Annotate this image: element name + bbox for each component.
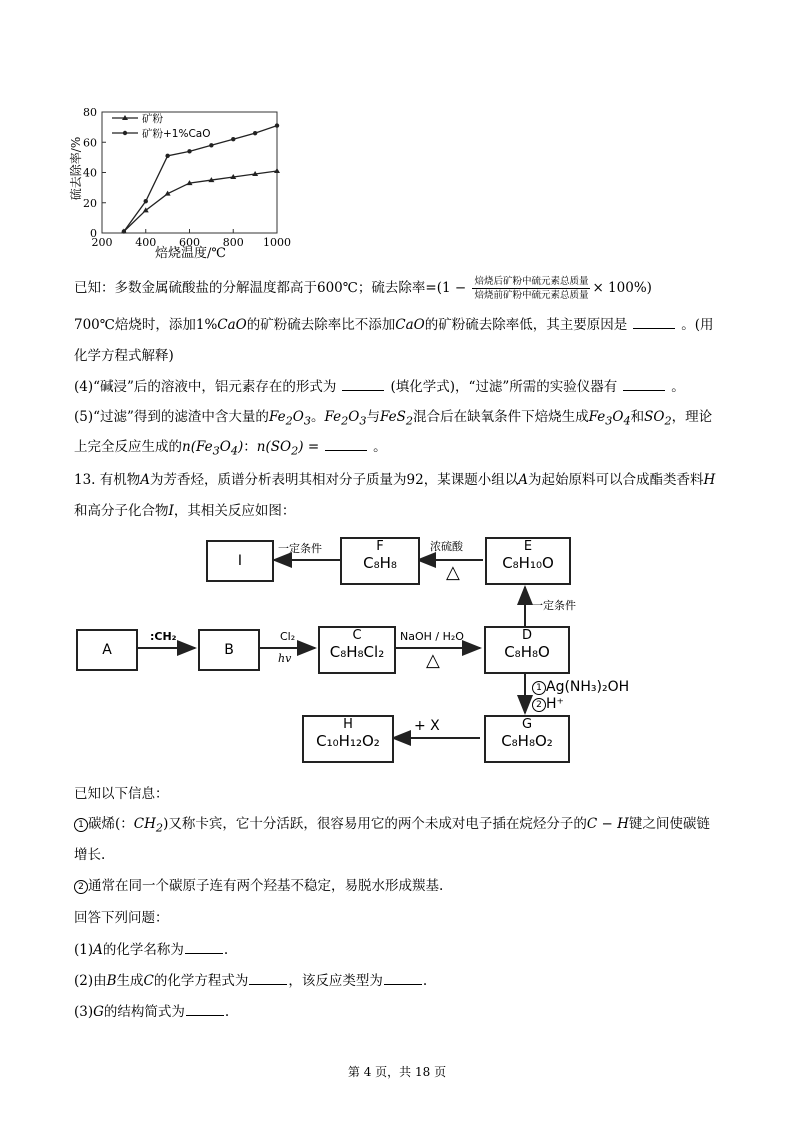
legend-label: 矿粉 [142, 113, 163, 125]
label-cd-top: NaOH / H₂O [400, 630, 464, 643]
formula-so2: $SO_2$ [644, 409, 672, 428]
q5-d: 混合后在缺氧条件下焙烧生成 [413, 409, 589, 425]
label-de: 一定条件 [532, 599, 576, 612]
compound-c-name: C [352, 628, 362, 643]
q13-b: 为芳香烃，质谱分析表明其相对分子质量为92，某课题小组以 [150, 472, 519, 488]
y-tick-label: 60 [83, 136, 97, 150]
n-so2: $n(SO_2)$ [256, 439, 304, 458]
var-a: A [518, 472, 528, 488]
compound-e-name: E [523, 539, 533, 554]
var-a: A [93, 942, 103, 958]
x-tick-label: 1000 [263, 236, 291, 249]
var-i: I [168, 503, 174, 519]
label-cd-bottom: △ [426, 650, 440, 671]
label-dg-2: 2 H⁺ [532, 696, 564, 712]
answer-blank[interactable] [623, 378, 665, 391]
data-point [144, 199, 148, 203]
answer-blank[interactable] [185, 941, 223, 954]
l2-d: 。(用 [681, 317, 714, 333]
compound-b-name: B [224, 642, 234, 658]
label-gh: + X [414, 718, 440, 734]
answer-blank[interactable] [633, 316, 675, 329]
compound-f-name: F [376, 539, 384, 554]
info-title-text: 已知以下信息： [74, 786, 169, 802]
x-tick-label: 600 [179, 236, 200, 249]
fraction-numerator: 焙烧后矿粉中硫元素总质量 [474, 276, 589, 287]
sub-question-3 [74, 1000, 229, 1020]
y-tick-label: 40 [83, 166, 97, 180]
sq1-a: (1) [74, 942, 94, 958]
q13-a: 13. 有机物 [74, 472, 141, 488]
sq1-c: . [223, 942, 229, 958]
q5-end: 。 [373, 439, 387, 455]
formula-ch2: $CH_2$ [133, 816, 164, 835]
legend-marker [123, 131, 127, 135]
info1-d: 增长. [74, 847, 106, 863]
y-tick-label: 20 [83, 196, 97, 210]
compound-h-box [302, 715, 394, 763]
info-title [74, 782, 169, 802]
sq2-d: ，该反应类型为 [288, 973, 383, 989]
removal-fraction [472, 275, 590, 302]
question-5 [74, 405, 712, 428]
compound-a-box [76, 629, 138, 671]
q5-g: 上完全反应生成的 [74, 439, 182, 455]
compound-g-formula: C₈H₈O₂ [501, 732, 553, 750]
formula-fe2o3: $Fe_2O_3$ [268, 409, 311, 428]
compound-a-name: A [102, 642, 112, 658]
info1-c: 键之间使碳链 [628, 816, 710, 832]
l3: 化学方程式解释) [74, 348, 174, 364]
bond-ch: C − H [586, 816, 629, 832]
question-4 [74, 375, 685, 395]
formula-cao: CaO [395, 317, 425, 333]
x-tick-label: 200 [91, 236, 113, 249]
sq3-a: (3) [74, 1004, 94, 1020]
label-dg-1: 1 Ag(NH₃)₂OH [532, 679, 629, 695]
data-point [275, 123, 279, 127]
answer-blank[interactable] [384, 972, 422, 985]
q5-f: ，理论 [671, 409, 713, 425]
label-fi: 一定条件 [278, 542, 322, 555]
sq2-b: 生成 [116, 973, 144, 989]
answer-blank[interactable] [325, 438, 367, 451]
data-point [165, 154, 169, 158]
sq3-b: 的结构简式为 [103, 1004, 185, 1020]
y-tick-label: 0 [90, 227, 97, 240]
l2-b: 的矿粉硫去除率比不添加 [246, 317, 396, 333]
x-tick-label: 800 [222, 236, 244, 249]
compound-c-formula: C₈H₈Cl₂ [329, 643, 385, 661]
compound-f-formula: C₈H₈ [363, 554, 397, 572]
q5-c: 与 [366, 409, 381, 425]
legend-label: 矿粉+1%CaO [142, 128, 211, 140]
chart-ylabel: 硫去除率/% [69, 136, 84, 201]
sq2-c: 的化学方程式为 [153, 973, 249, 989]
compound-g-box [484, 715, 570, 763]
label-bc-top: Cl₂ [280, 630, 296, 643]
reagent-acid: H⁺ [546, 696, 564, 712]
question-13-cont [74, 499, 295, 519]
q4-b: (填化学式)，“过滤”所需的实验仪器有 [390, 379, 618, 395]
n-fe3o4: $n(Fe_3O_4)$ [182, 439, 244, 458]
formula-cao: CaO [217, 317, 247, 333]
var-h: H [703, 472, 716, 488]
sq2-e: . [422, 973, 428, 989]
data-point [274, 168, 280, 173]
data-point [253, 131, 257, 135]
answer-title-text: 回答下列问题： [74, 910, 169, 926]
q4-c: 。 [671, 379, 685, 395]
question-5-cont [74, 435, 387, 458]
label-ef-top: 浓硫酸 [430, 540, 463, 553]
l2-c: 的矿粉硫去除率低，其主要原因是 [424, 317, 628, 333]
compound-d-box [484, 626, 570, 674]
info2-text: 通常在同一个碳原子连有两个羟基不稳定，易脱水形成羰基. [88, 878, 444, 894]
q5-e: 和 [630, 409, 645, 425]
compound-e-box [485, 537, 571, 585]
q5-h: ： [243, 439, 257, 455]
line-700c [74, 313, 713, 333]
line-equation-note [74, 344, 174, 364]
compound-c-box [318, 626, 396, 674]
formula-fes2: FeS$_2$ [380, 409, 414, 428]
fraction-denominator: 焙烧前矿粉中硫元素总质量 [474, 290, 589, 301]
compound-e-formula: C₈H₁₀O [502, 554, 554, 572]
label-ef-bottom: △ [446, 562, 460, 583]
answer-blank[interactable] [342, 378, 384, 391]
answer-blank[interactable] [186, 1003, 224, 1016]
compound-b-box [198, 629, 260, 671]
compound-i-box [206, 540, 274, 582]
sub-question-1 [74, 938, 228, 958]
sq2-a: (2)由 [74, 973, 107, 989]
info-1-cont [74, 843, 105, 863]
data-point [209, 143, 213, 147]
var-b: B [106, 973, 117, 989]
data-point [187, 149, 191, 153]
q13-e: ，其相关反应如图： [173, 503, 296, 519]
var-g: G [93, 1004, 104, 1020]
q13-d: 和高分子化合物 [74, 503, 169, 519]
page-footer: 第 4 页，共 18 页 [347, 1065, 447, 1079]
y-tick-label: 80 [83, 106, 97, 119]
l2-a: 700℃焙烧时，添加1% [74, 317, 218, 333]
formula-fe2o3: $Fe_2O_3$ [324, 409, 367, 428]
formula-fe3o4: $Fe_3O_4$ [588, 409, 631, 428]
info1-a: 碳烯(： [88, 816, 134, 832]
known-suffix: × 100%) [592, 280, 652, 296]
compound-f-box [340, 537, 420, 585]
sq3-c: . [224, 1004, 230, 1020]
q13-c: 为起始原料可以合成酯类香料 [527, 472, 704, 488]
info-2: 2 通常在同一个碳原子连有两个羟基不稳定，易脱水形成羰基. [74, 874, 443, 894]
compound-g-name: G [521, 717, 533, 732]
compound-h-name: H [343, 717, 353, 732]
q5-a: (5)“过滤”得到的滤渣中含大量的 [74, 409, 269, 425]
label-ab: :CH₂ [150, 630, 177, 643]
data-point [231, 137, 235, 141]
reagent-tollens: Ag(NH₃)₂OH [546, 679, 630, 695]
data-point [122, 229, 126, 233]
sq1-b: 的化学名称为 [102, 942, 184, 958]
answer-title [74, 906, 169, 926]
compound-d-formula: C₈H₈O [504, 643, 550, 661]
x-tick-label: 400 [135, 236, 157, 249]
var-a: A [140, 472, 151, 488]
answer-blank[interactable] [249, 972, 287, 985]
known-line: 已知：多数金属硫酸盐的分解温度都高于600℃；硫去除率=(1 − $\frac{\text{焙烧后矿粉中硫元素总质量}}{\text{焙烧前矿粉中硫元素总质量}}$ × 100%) [74, 276, 652, 301]
compound-i-name: I [237, 553, 243, 569]
var-c: C [143, 973, 154, 989]
label-bc-bottom: hv [278, 652, 292, 665]
info1-b: )又称卡宾，它十分活跃，很容易用它的两个未成对电子插在烷烃分子的 [163, 816, 587, 832]
chart-xlabel: 焙烧温度/℃ [155, 246, 226, 261]
sub-question-2 [74, 969, 427, 989]
q5-eq: = [307, 439, 320, 455]
q5-b: 。 [310, 409, 325, 425]
question-13 [74, 468, 715, 488]
series-line-1 [124, 126, 277, 232]
compound-d-name: D [521, 628, 532, 643]
q4-a: (4)“碱浸”后的溶液中，铝元素存在的形式为 [74, 379, 337, 395]
compound-h-formula: C₁₀H₁₂O₂ [316, 732, 380, 750]
known-prefix: 已知：多数金属硫酸盐的分解温度都高于600℃；硫去除率= [74, 280, 437, 296]
info-1: 1 碳烯(：$CH_2$)又称卡宾，它十分活跃，很容易用它的两个未成对电子插在烷烃分子的C − H键之间使碳链 [74, 812, 710, 835]
